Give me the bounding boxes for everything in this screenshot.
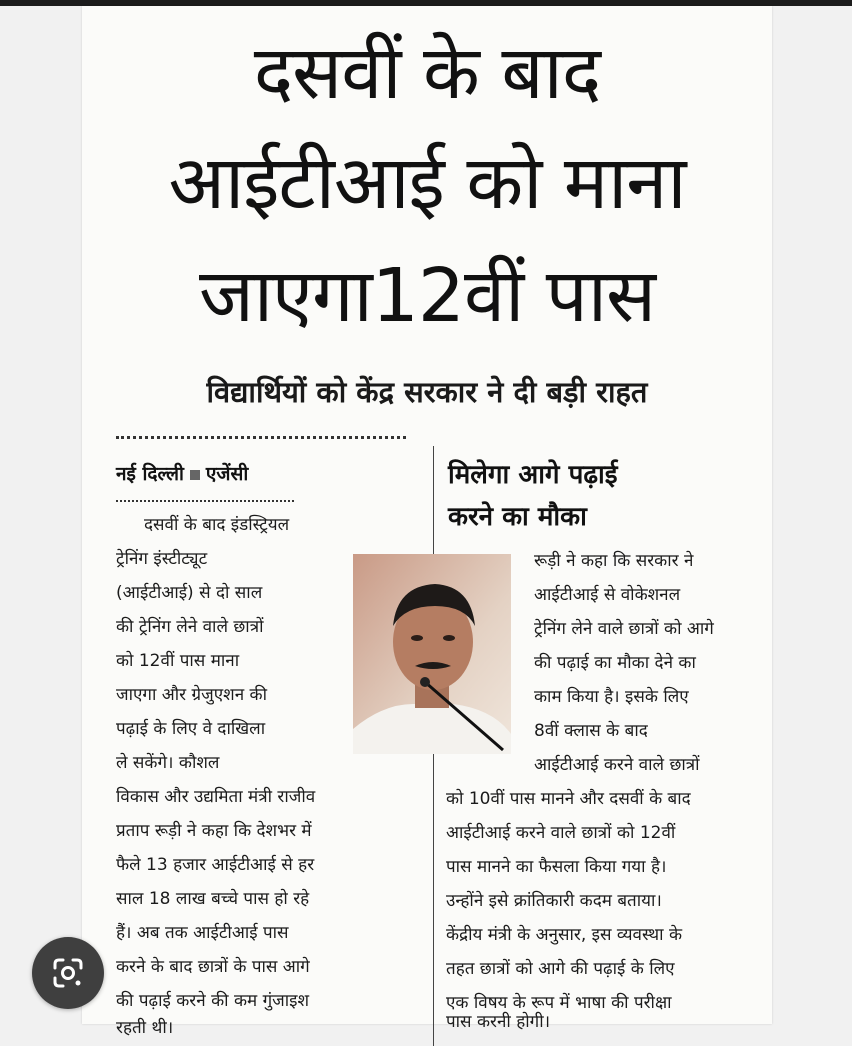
square-separator-icon [190,470,200,480]
body-line: केंद्रीय मंत्री के अनुसार, इस व्यवस्था के [446,925,683,945]
body-line: आईटीआई से वोकेशनल [534,585,681,605]
body-line: रहती थी। [116,1018,174,1038]
body-line: जाएगा और ग्रेजुएशन की [116,685,268,705]
newspaper-clipping [82,6,772,1038]
headline-line-3: जाएगा12वीं पास [198,253,656,339]
headline-line-2: आईटीआई को माना [168,140,686,226]
dateline [116,460,248,486]
body-line: की पढ़ाई करने की कम गुंजाइश [116,991,310,1011]
body-line: एक विषय के रूप में भाषा की परीक्षा [446,993,672,1013]
body-line: को 10वीं पास मानने और दसवीं के बाद [446,789,691,809]
body-line: हैं। अब तक आईटीआई पास [116,923,289,943]
body-line: पास मानने का फैसला किया गया है। [446,857,667,877]
dateline-place: नई दिल्ली [116,463,184,485]
body-line: ले सकेंगे। कौशल [116,753,220,773]
body-line: आईटीआई करने वाले छात्रों को 12वीं [446,823,676,843]
body-line: करने के बाद छात्रों के पास आगे [116,957,310,977]
lens-search-icon [50,955,86,991]
lens-search-button[interactable] [32,937,104,1009]
dotted-divider-short [116,500,294,502]
body-line: विकास और उद्यमिता मंत्री राजीव [116,787,316,807]
body-line: की ट्रेनिंग लेने वाले छात्रों [116,617,264,637]
body-line: फैले 13 हजार आईटीआई से हर [116,855,315,875]
body-line: की पढ़ाई का मौका देने का [534,653,696,673]
body-line: तहत छात्रों को आगे की पढ़ाई के लिए [446,959,675,979]
body-line: रूड़ी ने कहा कि सरकार ने [534,551,694,571]
body-line: उन्होंने इसे क्रांतिकारी कदम बताया। [446,891,662,911]
body-line: ट्रेनिंग लेने वाले छात्रों को आगे [534,619,714,639]
dateline-source: एजेंसी [205,463,249,485]
dotted-divider [116,436,406,439]
subheadline: विद्यार्थियों को केंद्र सरकार ने दी बड़ी राहत [206,375,648,409]
body-line: (आईटीआई) से दो साल [116,583,263,603]
body-line: पास करनी होगी। [446,1012,551,1032]
body-line: पढ़ाई के लिए वे दाखिला [116,719,266,739]
body-line: 8वीं क्लास के बाद [534,721,648,741]
minister-photo [353,554,511,754]
body-line: को 12वीं पास माना [116,651,240,671]
body-line: प्रताप रूड़ी ने कहा कि देशभर में [116,821,312,841]
headline-line-1: दसवीं के बाद [253,30,601,116]
person-photo-icon [353,554,511,754]
body-line: ट्रेनिंग इंस्टीट्यूट [116,549,208,569]
right-heading-line-2: करने का मौका [448,502,587,532]
body-line: साल 18 लाख बच्चे पास हो रहे [116,889,310,909]
right-column-heading [448,454,748,538]
body-line: दसवीं के बाद इंडस्ट्रियल [144,515,290,535]
body-line: काम किया है। इसके लिए [534,687,689,707]
right-heading-line-1: मिलेगा आगे पढ़ाई [448,460,618,490]
body-line: आईटीआई करने वाले छात्रों [534,755,700,775]
